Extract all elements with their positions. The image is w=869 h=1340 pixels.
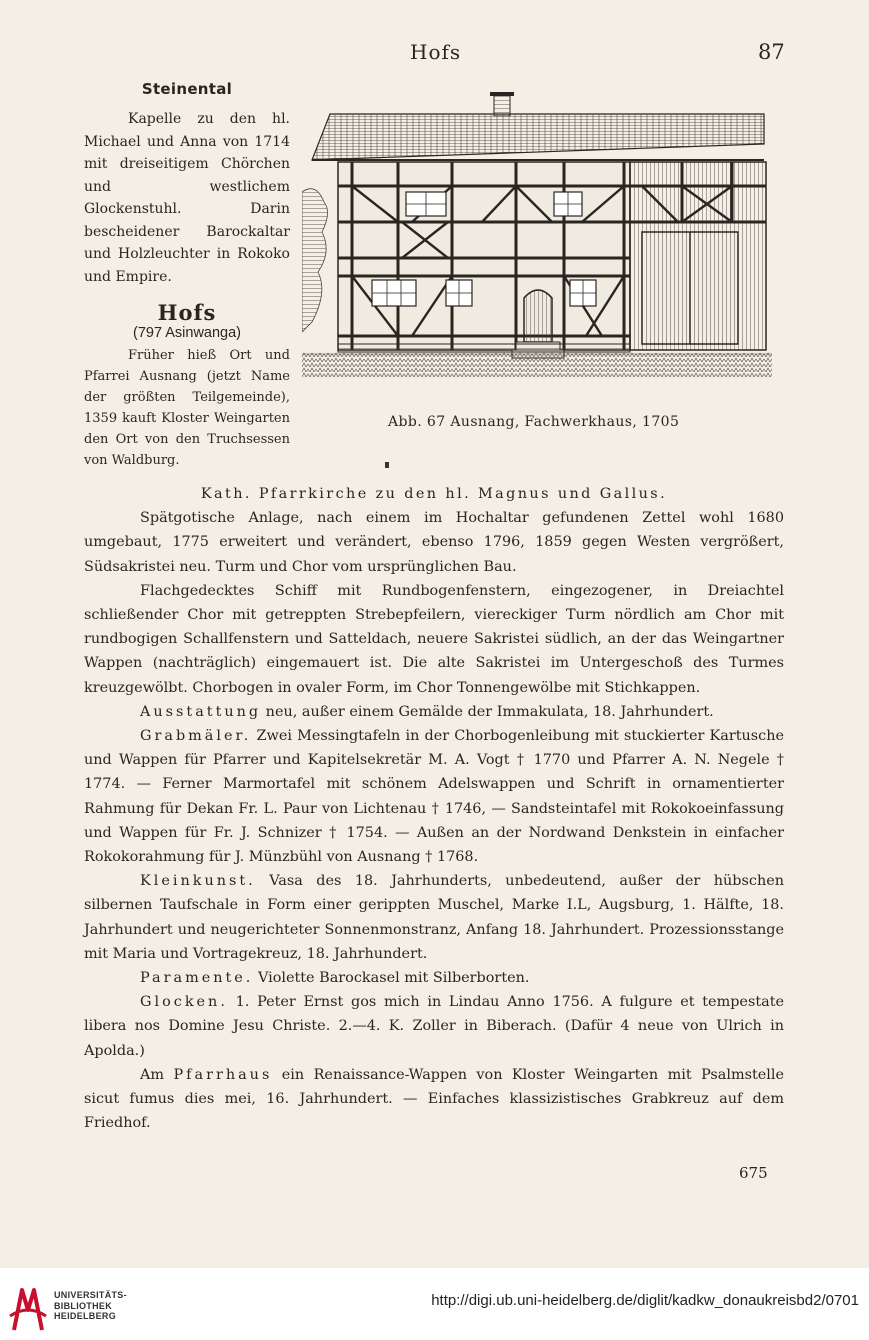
printed-page-number: 675 xyxy=(739,1164,768,1182)
section-title-hofs: Hofs xyxy=(157,300,217,325)
main-body-text xyxy=(84,482,784,1135)
church-heading: Kath. Pfarrkirche zu den hl. Magnus und Gallus. xyxy=(200,486,668,502)
label-grabmaeler: Grabmäler. xyxy=(140,728,252,745)
paragraph-kleinkunst: Kleinkunst. Vasa des 18. Jahrhunderts, unbedeutend, außer der hübschen silbernen Taufschale in Form einer gerippten Muschel, Marke I.L, Augsburg, 1. Hälfte, 18. Jahrhundert und neugerichteter Sonnenmonstranz, Anfang 18. Jahrhundert. Prozessionsstange mit Maria und Vortragekreuz, 18. Jahrhundert. xyxy=(84,873,784,962)
paragraph-pfarrhaus: Am Pfarrhaus ein Renaissance-Wappen von Kloster Weingarten mit Psalmstelle sicut fumus dies mei, 16. Jahrhundert. — Einfaches klassizistisches Grabkreuz auf dem Friedhof. xyxy=(84,1066,784,1132)
label-pfarrhaus: Pfarrhaus xyxy=(173,1066,273,1083)
library-name: UNIVERSITÄTS- BIBLIOTHEK HEIDELBERG xyxy=(54,1290,127,1321)
paragraph-ausstattung: Ausstattung neu, außer einem Gemälde der Immakulata, 18. Jahrhundert. xyxy=(140,703,714,720)
label-ausstattung: Ausstattung xyxy=(140,703,262,720)
viewer-footer xyxy=(0,1268,869,1340)
running-title: Hofs xyxy=(410,40,462,64)
section-text-steinental: Kapelle zu den hl. Michael und Anna von 1714 mit dreiseitigem Chörchen und westlichem Glockenstuhl. Darin bescheidener Barockaltar und Holzleuchter in Rokoko und Empire. xyxy=(84,111,290,285)
label-kleinkunst: Kleinkunst. xyxy=(140,873,256,890)
university-library-logo-icon[interactable] xyxy=(8,1286,48,1332)
paragraph-history: Spätgotische Anlage, nach einem im Hochaltar gefundenen Zettel wohl 1680 umgebaut, 1775 erweitert und verändert, ebenso 1796, 1859 gegen Westen vergrößert, Südsakristei neu. Turm und Chor vom ursprünglichen Bau. xyxy=(84,510,784,575)
figure-caption: Abb. 67 Ausnang, Fachwerkhaus, 1705 xyxy=(388,414,680,430)
section-subtitle-hofs: (797 Asinwanga) xyxy=(132,325,241,341)
section-text-hofs: Früher hieß Ort und Pfarrei Ausnang (jetzt Name der größten Teilgemeinde), 1359 kauft Kloster Weingarten den Ort von den Truchsessen von Waldburg. xyxy=(84,348,290,468)
label-paramente: Paramente. xyxy=(140,970,254,987)
scan-speck xyxy=(385,462,389,468)
section-title-steinental: Steinental xyxy=(141,80,233,98)
label-glocken: Glocken. xyxy=(140,994,228,1011)
page-number: 87 xyxy=(758,40,785,64)
permalink-url[interactable]: http://digi.ub.uni-heidelberg.de/diglit/kadkw_donaukreisbd2/0701 xyxy=(431,1292,859,1309)
paragraph-grabmaeler: Grabmäler. Zwei Messingtafeln in der Chorbogenleibung mit stuckierter Kartusche und Wappen für Pfarrer und Kapitelsekretär M. A. Vogt † 1770 und Pfarrer A. N. Negele † 1774. — Ferner Marmortafel mit schönem Adelswappen und Schrift in ornamentierter Rahmung für Dekan Fr. L. Paur von Lichtenau † 1746, — Sandsteintafel mit Rokokoeinfassung und Wappen für Fr. J. Schnizer † 1754. — Außen an der Nordwand Denkstein in einfacher Rokokorahmung für J. Münzbühl von Ausnang † 1768. xyxy=(84,728,784,866)
paragraph-glocken: Glocken. 1. Peter Ernst gos mich in Lindau Anno 1756. A fulgure et tempestate libera nos Domine Jesu Christe. 2.—4. K. Zoller in Biberach. (Dafür 4 neue von Ulrich in Apolda.) xyxy=(84,994,784,1059)
left-column xyxy=(84,80,290,471)
paragraph-paramente: Paramente. Violette Barockasel mit Silberborten. xyxy=(140,970,530,987)
paragraph-architecture: Flachgedecktes Schiff mit Rundbogenfenstern, eingezogener, in Dreiachtel schließender Chor mit getreppten Strebepfeilern, viereckiger Turm nördlich am Chor mit rundbogigen Schallfenstern und Satteldach, neuere Sakristei südlich, an der das Weingartner Wappen (nachträglich) eingemauert ist. Die alte Sakristei im Untergeschoß des Turmes kreuzgewölbt. Chorbogen in ovaler Form, im Chor Tonnengewölbe mit Stichkappen. xyxy=(84,582,784,696)
running-header xyxy=(0,38,869,66)
half-timbered-house-illustration xyxy=(302,92,772,382)
